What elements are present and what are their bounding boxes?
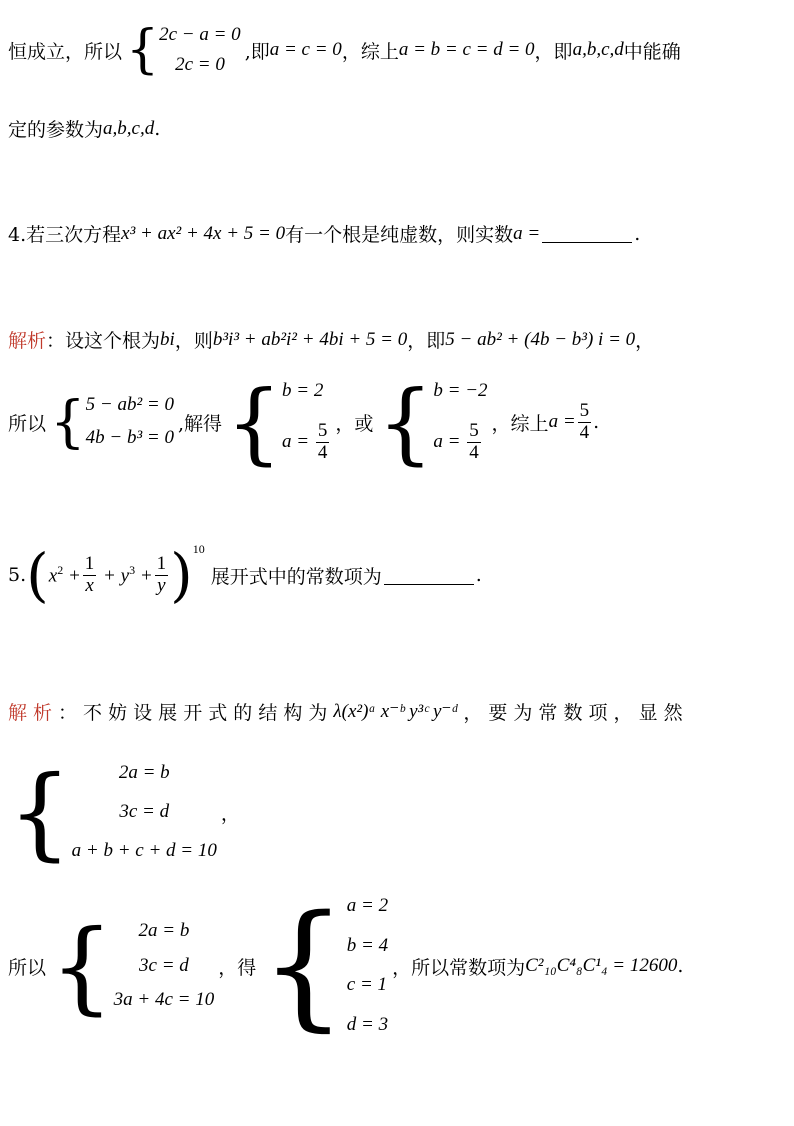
sys-row: 4b − b³ = 0 — [85, 426, 174, 448]
text: 设这个根为 — [65, 330, 161, 352]
variable: a = — [433, 431, 461, 453]
system-2 — [226, 371, 331, 474]
brace-icon: { — [226, 370, 283, 474]
text: ，即 — [407, 330, 446, 352]
system-4 — [8, 754, 217, 871]
text: ， — [220, 802, 240, 825]
fraction — [578, 401, 592, 444]
sys-row: 5 − ab² = 0 — [85, 394, 174, 416]
text: 定的参数为 — [8, 119, 104, 141]
variable: a = — [282, 431, 310, 453]
numerator: 5 — [317, 420, 328, 442]
solution-4-line1 — [8, 326, 654, 353]
text: ： 不 妨 设 展 开 式 的 结 构 为 — [58, 702, 328, 724]
sys-row: c = 1 — [346, 974, 388, 996]
text: ,即 — [244, 40, 270, 63]
denominator: 4 — [579, 421, 590, 443]
sys-row: 3c = d — [139, 954, 189, 976]
sys-row: a = 2 — [346, 895, 389, 917]
solution-5-system — [8, 753, 240, 871]
sys-row — [433, 421, 487, 464]
equation: b³i³ + ab²i² + 4bi + 5 = 0 — [212, 328, 408, 350]
solution-label: 解析 — [8, 702, 59, 724]
equation: a = b = c = d = 0 — [398, 39, 535, 60]
brace-icon: { — [126, 20, 160, 80]
text: . — [593, 411, 600, 433]
sys-row: d = 3 — [346, 1013, 389, 1035]
system-6 — [260, 887, 388, 1045]
system-1 — [50, 390, 174, 455]
left-paren: ( — [26, 541, 49, 609]
text: . — [634, 222, 641, 245]
text: ，则 — [174, 330, 213, 352]
fraction — [155, 554, 169, 597]
sys-row: 2a = b — [138, 919, 190, 941]
brace-icon: { — [50, 389, 86, 455]
variable: a = — [513, 222, 541, 244]
equation: a = c = 0 — [269, 39, 342, 60]
term: + $y^3$ + — [98, 562, 153, 587]
text: 中能确 — [623, 40, 681, 63]
sys-row: 3c = d — [119, 800, 170, 822]
term: $x^2$ + — [48, 562, 81, 587]
text: ，得 — [218, 956, 257, 979]
answer-blank — [384, 566, 474, 585]
expression: λ(x²)ᵃ x⁻ᵇ y³ᶜ y⁻ᵈ — [333, 701, 458, 722]
brace-icon: { — [377, 370, 434, 474]
variable: bi — [160, 328, 175, 350]
denominator: y — [157, 574, 166, 596]
text: ，或 — [335, 412, 374, 435]
text: ，即 — [534, 40, 573, 63]
line1-prefix: 恒成立，所以 — [8, 40, 123, 63]
sys-row: 2c = 0 — [175, 53, 225, 75]
brace-icon: { — [260, 887, 347, 1045]
right-paren: ) — [170, 541, 193, 609]
brace-icon: { — [50, 907, 114, 1025]
fraction — [83, 554, 97, 597]
text: 所以 — [8, 956, 47, 979]
numerator: 5 — [469, 420, 479, 442]
equation: x³ + ax² + 4x + 5 = 0 — [121, 222, 286, 244]
brace-icon: { — [8, 753, 72, 871]
variables: a,b,c,d — [103, 117, 155, 139]
equation: 5 − ab² + (4b − b³) i = 0 — [445, 328, 636, 350]
text: ，综上 — [341, 40, 399, 63]
sys-row: a + b + c + d = 10 — [71, 839, 217, 861]
question-5 — [8, 540, 482, 610]
question-4 — [8, 220, 640, 247]
sys-row: b = 2 — [282, 379, 324, 401]
sys-row: b = 4 — [346, 934, 389, 956]
numerator: 1 — [84, 552, 95, 574]
variable: a = — [548, 411, 576, 432]
text: 所以 — [8, 412, 47, 435]
sys-row — [282, 421, 331, 464]
line-1 — [8, 22, 681, 78]
question-number: 4.若三次方程 — [8, 224, 122, 246]
sys-row: b = −2 — [433, 379, 488, 401]
denominator: 4 — [469, 442, 479, 464]
solution-4-line2 — [8, 370, 600, 474]
solution-label: 解析 — [8, 330, 47, 352]
answer: C²₁₀C⁴₈C¹₄ = 12600 — [525, 955, 678, 976]
answer-blank — [542, 224, 632, 243]
variables: a,b,c,d — [572, 39, 624, 60]
text: ，综上 — [491, 412, 549, 435]
question-number: 5. — [8, 564, 27, 586]
text: ： — [46, 330, 66, 352]
text: . — [677, 955, 684, 977]
fraction — [316, 421, 330, 464]
system-5 — [50, 908, 214, 1025]
text: 有一个根是纯虚数，则实数 — [285, 224, 514, 246]
text: ， — [635, 330, 655, 352]
exponent: 10 — [192, 542, 205, 556]
text: ，所以常数项为 — [392, 956, 526, 979]
denominator: 4 — [317, 442, 328, 464]
denominator: x — [85, 574, 94, 596]
line-2 — [8, 115, 160, 142]
text: . — [154, 117, 161, 140]
sys-row: 3a + 4c = 10 — [113, 989, 215, 1011]
text: ,解得 — [178, 412, 223, 435]
numerator: 1 — [156, 552, 167, 574]
system-line1 — [126, 20, 241, 80]
text: . — [475, 564, 482, 586]
solution-5-final — [8, 887, 684, 1045]
sys-row: 2a = b — [118, 761, 170, 783]
text: 展开式中的常数项为 — [210, 565, 382, 588]
system-3 — [377, 371, 487, 474]
text: ， 要 为 常 数 项 ， 显 然 — [463, 702, 683, 724]
solution-5-line1 — [8, 698, 683, 725]
fraction — [467, 421, 481, 464]
numerator: 5 — [579, 399, 590, 421]
sys-row: 2c − a = 0 — [159, 23, 241, 45]
